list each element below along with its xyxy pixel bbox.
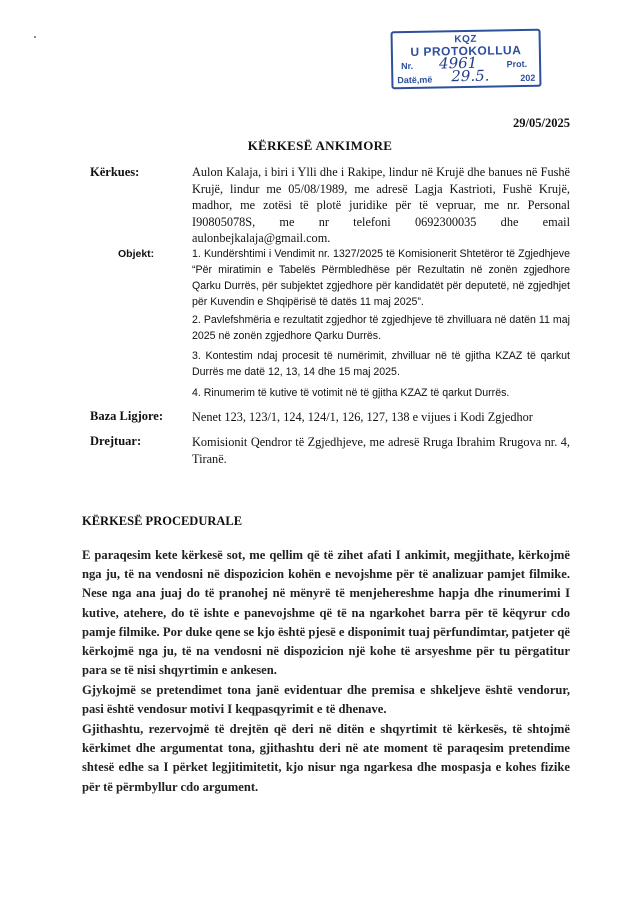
baza-ligjore-value: Nenet 123, 123/1, 124, 124/1, 126, 127, 138 e vijues i Kodi Zgjedhor <box>192 410 533 424</box>
stamp-org: KQZ <box>454 33 478 46</box>
document-date: 29/05/2025 <box>513 116 570 130</box>
drejtuar-value: Komisionit Qendror të Zgjedhjeve, me adresë Rruga Ibrahim Rrugova nr. 4, Tiranë. <box>192 435 570 466</box>
kerkues-label: Kërkues: <box>90 165 140 179</box>
objekt-item-3: 3. Kontestim ndaj procesit të numërimit, zhvilluar në të gjitha KZAZ të qarkut Durrës me datë 12, 13, 14 dhe 15 maj 2025. <box>192 350 570 378</box>
baza-ligjore-label: Baza Ligjore: <box>90 409 164 423</box>
drejtuar-label: Drejtuar: <box>90 434 142 448</box>
stamp-year: 202 <box>520 72 536 84</box>
procedural-paragraph-1: E paraqesim kete kërkesë sot, me qellim që të zihet afati I ankimit, megjithate, kërkojmë nga ju, të na vendosni në dispozicion kohën e nevojshme për të analizuar pamjet filmike. Nese nga ana juaj do të pranohej në mënyrë të menjehereshme hapja dhe rinumerimi I kutive, atehere, do të ishte e panevojshme që të na ngarkohet barra për të këqyrur cdo pamje filmike. Por duke qene se kjo është pjesë e disponimit tuaj përfundimtar, patjeter që kërkojmë nga ju, të na vendosni në dispozicion një kohe të arsyeshme për tu përgatitur para se të nisi shqyrtimin e ankesen. <box>82 548 570 678</box>
stamp-nr-label: Nr. <box>401 60 414 72</box>
document-title: KËRKESË ANKIMORE <box>247 138 393 153</box>
objekt-item-4: 4. Rinumerim të kutive të votimit në të gjitha KZAZ të qarkut Durrës. <box>192 387 510 399</box>
objekt-label: Objekt: <box>118 248 155 260</box>
procedural-paragraph-2: Gjykojmë se pretendimet tona janë evidentuar dhe premisa e shkeljeve është vendorur, pasi është vendosur motivi I keqpasqyrimit e të dhenave. <box>82 683 570 717</box>
stamp-date-label: Datë,më <box>397 74 433 86</box>
kerkues-value: Aulon Kalaja, i biri i Ylli dhe i Rakipe, lindur në Krujë dhe banues në Fushë Krujë, lindur me 05/08/1989, me adresë Lagja Kastrioti, Fushë Krujë, madhor, me zotësi të plotë juridike për të vepruar, me nr. Personal I90805078S, me nr telefoni 0692300035 dhe email aulonbejkalaja@gmail.com. <box>192 165 570 245</box>
stamp-nr-value: 4961 <box>438 53 478 73</box>
stamp-title: U PROTOKOLLUA <box>410 43 522 59</box>
procedural-paragraph-3: Gjithashtu, rezervojmë të drejtën që deri në ditën e shqyrtimit të kërkesës, të shtojmë kërkimet dhe argumentat tona, gjithashtu deri në ate moment të paraqesim pretendime shtesë edhe sa I përket legjitimitetit, kjo nisur nga ngarkesa dhe mospasja e kohes fizike për të përmbyllur cdo argument. <box>82 722 570 794</box>
stamp-prot-label: Prot. <box>506 58 528 70</box>
procedural-heading: KËRKESË PROCEDURALE <box>82 514 243 528</box>
objekt-item-1: 1. Kundërshtimi i Vendimit nr. 1327/2025 të Komisionerit Shtetëror të Zgjedhjeve “Për miratimin e Tabelës Përmbledhëse për Rezultatin në zonën zgjedhore Qarku Durrës, për subjektet zgjedhore për kandidatët për deputetë, në zgjedhjet për Kuvendin e Shqipërisë të datës 11 maj 2025”. <box>192 248 570 308</box>
stray-mark <box>34 36 36 38</box>
objekt-item-2: 2. Pavlefshmëria e rezultatit zgjedhor të zgjedhjeve të zhvilluara në datën 11 maj 2025 në zonën zgjedhore Qarku Durrës. <box>192 314 570 342</box>
stamp-date-value: 29.5. <box>451 66 490 86</box>
registration-stamp <box>391 29 542 90</box>
